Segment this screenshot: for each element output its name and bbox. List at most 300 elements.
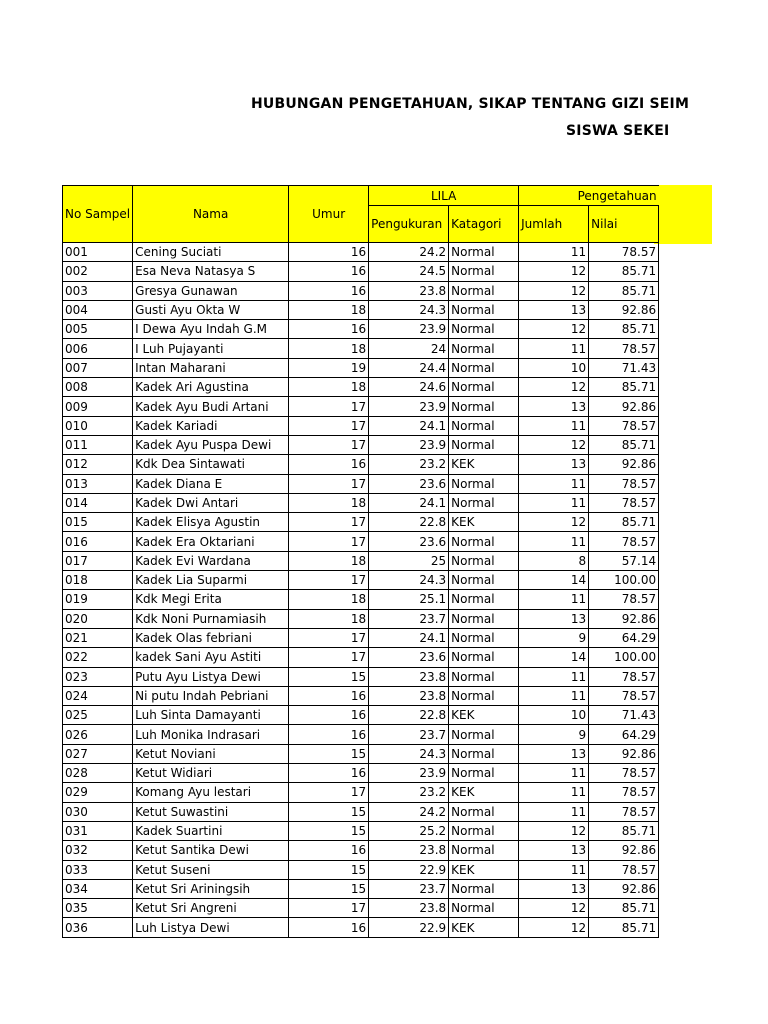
cell-jumlah[interactable]: 12 [519, 435, 589, 454]
cell-umur[interactable]: 16 [289, 918, 369, 937]
cell-nama[interactable]: I Dewa Ayu Indah G.M [133, 320, 289, 339]
cell-nilai[interactable]: 85.71 [589, 899, 659, 918]
cell-katagori[interactable]: Normal [449, 841, 519, 860]
cell-nilai[interactable]: 100.00 [589, 571, 659, 590]
cell-pengukuran[interactable]: 23.9 [369, 435, 449, 454]
cell-nilai[interactable]: 78.57 [589, 783, 659, 802]
cell-pengukuran[interactable]: 23.7 [369, 609, 449, 628]
cell-jumlah[interactable]: 12 [519, 918, 589, 937]
cell-no-sampel[interactable]: 025 [63, 706, 133, 725]
cell-pengukuran[interactable]: 23.7 [369, 879, 449, 898]
cell-no-sampel[interactable]: 015 [63, 513, 133, 532]
cell-nama[interactable]: Ni putu Indah Pebriani [133, 686, 289, 705]
cell-katagori[interactable]: Normal [449, 590, 519, 609]
cell-nilai[interactable]: 100.00 [589, 648, 659, 667]
cell-katagori[interactable]: Normal [449, 744, 519, 763]
cell-umur[interactable]: 17 [289, 397, 369, 416]
cell-nama[interactable]: Putu Ayu Listya Dewi [133, 667, 289, 686]
table-row [63, 860, 659, 879]
cell-pengukuran[interactable]: 23.8 [369, 841, 449, 860]
cell-no-sampel[interactable]: 036 [63, 918, 133, 937]
cell-no-sampel[interactable]: 014 [63, 493, 133, 512]
cell-nama[interactable]: I Luh Pujayanti [133, 339, 289, 358]
cell-nilai[interactable]: 78.57 [589, 532, 659, 551]
header-pengetahuan[interactable]: Pengetahuan [519, 186, 659, 206]
cell-nama[interactable]: Ketut Suwastini [133, 802, 289, 821]
cell-umur[interactable]: 17 [289, 783, 369, 802]
cell-nama[interactable]: Gusti Ayu Okta W [133, 300, 289, 319]
cell-pengukuran[interactable]: 23.2 [369, 783, 449, 802]
cell-no-sampel[interactable]: 028 [63, 764, 133, 783]
cell-pengukuran[interactable]: 24.5 [369, 262, 449, 281]
table-row [63, 725, 659, 744]
cell-nama[interactable]: Kadek Lia Suparmi [133, 571, 289, 590]
cell-nilai[interactable]: 78.57 [589, 474, 659, 493]
table-row [63, 435, 659, 454]
table-row [63, 899, 659, 918]
table-row [63, 416, 659, 435]
cell-nama[interactable]: Kadek Olas febriani [133, 628, 289, 647]
header-row-1 [63, 186, 659, 206]
cell-no-sampel[interactable]: 030 [63, 802, 133, 821]
cell-nilai[interactable]: 85.71 [589, 918, 659, 937]
cell-no-sampel[interactable]: 011 [63, 435, 133, 454]
cell-jumlah[interactable]: 11 [519, 764, 589, 783]
cell-umur[interactable]: 16 [289, 281, 369, 300]
cell-pengukuran[interactable]: 22.9 [369, 918, 449, 937]
cell-nilai[interactable]: 92.86 [589, 744, 659, 763]
cell-umur[interactable]: 16 [289, 455, 369, 474]
cell-umur[interactable]: 17 [289, 416, 369, 435]
cell-umur[interactable]: 15 [289, 821, 369, 840]
cell-pengukuran[interactable]: 23.2 [369, 455, 449, 474]
cell-nama[interactable]: Kadek Suartini [133, 821, 289, 840]
cell-nama[interactable]: Kadek Evi Wardana [133, 551, 289, 570]
cell-no-sampel[interactable]: 019 [63, 590, 133, 609]
cell-katagori[interactable]: Normal [449, 725, 519, 744]
cell-katagori[interactable]: Normal [449, 493, 519, 512]
cell-pengukuran[interactable]: 24.1 [369, 493, 449, 512]
cell-pengukuran[interactable]: 23.7 [369, 725, 449, 744]
cell-nama[interactable]: Kadek Era Oktariani [133, 532, 289, 551]
cell-nilai[interactable]: 71.43 [589, 358, 659, 377]
cell-jumlah[interactable]: 11 [519, 243, 589, 262]
cell-no-sampel[interactable]: 026 [63, 725, 133, 744]
cell-jumlah[interactable]: 9 [519, 725, 589, 744]
cell-no-sampel[interactable]: 024 [63, 686, 133, 705]
data-table [62, 185, 659, 938]
cell-pengukuran[interactable]: 24.2 [369, 802, 449, 821]
cell-umur[interactable]: 16 [289, 262, 369, 281]
cell-nama[interactable]: Kadek Kariadi [133, 416, 289, 435]
table-row [63, 243, 659, 262]
cell-nilai[interactable]: 92.86 [589, 455, 659, 474]
cell-nilai[interactable]: 64.29 [589, 628, 659, 647]
header-umur[interactable]: Umur [289, 186, 369, 243]
cell-nilai[interactable]: 71.43 [589, 706, 659, 725]
table-row [63, 744, 659, 763]
cell-pengukuran[interactable]: 24.1 [369, 628, 449, 647]
cell-katagori[interactable]: KEK [449, 860, 519, 879]
table-row [63, 397, 659, 416]
table-row [63, 686, 659, 705]
cell-nama[interactable]: kadek Sani Ayu Astiti [133, 648, 289, 667]
cell-pengukuran[interactable]: 22.8 [369, 513, 449, 532]
cell-nilai[interactable]: 92.86 [589, 609, 659, 628]
table-row [63, 764, 659, 783]
cell-no-sampel[interactable]: 032 [63, 841, 133, 860]
cell-katagori[interactable]: Normal [449, 802, 519, 821]
cell-nama[interactable]: Kdk Dea Sintawati [133, 455, 289, 474]
cell-nilai[interactable]: 64.29 [589, 725, 659, 744]
cell-umur[interactable]: 18 [289, 300, 369, 319]
cell-katagori[interactable]: Normal [449, 243, 519, 262]
cell-jumlah[interactable]: 11 [519, 802, 589, 821]
sheet-subtitle: SISWA SEKEI [566, 123, 670, 139]
table-row [63, 802, 659, 821]
cell-nilai[interactable]: 78.57 [589, 493, 659, 512]
header-fill-overflow [654, 185, 712, 244]
cell-nama[interactable]: Kdk Megi Erita [133, 590, 289, 609]
cell-katagori[interactable]: Normal [449, 378, 519, 397]
cell-umur[interactable]: 16 [289, 706, 369, 725]
cell-umur[interactable]: 15 [289, 802, 369, 821]
cell-katagori[interactable]: Normal [449, 281, 519, 300]
cell-umur[interactable]: 17 [289, 899, 369, 918]
cell-no-sampel[interactable]: 001 [63, 243, 133, 262]
cell-nilai[interactable]: 92.86 [589, 300, 659, 319]
cell-umur[interactable]: 16 [289, 243, 369, 262]
cell-nama[interactable]: Kadek Ayu Budi Artani [133, 397, 289, 416]
cell-nilai[interactable]: 85.71 [589, 821, 659, 840]
cell-nilai[interactable]: 78.57 [589, 667, 659, 686]
cell-nama[interactable]: Kadek Ayu Puspa Dewi [133, 435, 289, 454]
cell-katagori[interactable]: KEK [449, 513, 519, 532]
cell-jumlah[interactable]: 11 [519, 783, 589, 802]
cell-nama[interactable]: Ketut Santika Dewi [133, 841, 289, 860]
table-row [63, 821, 659, 840]
table-row [63, 300, 659, 319]
table-row [63, 532, 659, 551]
cell-jumlah[interactable]: 13 [519, 397, 589, 416]
cell-katagori[interactable]: Normal [449, 571, 519, 590]
cell-nilai[interactable]: 92.86 [589, 397, 659, 416]
cell-nilai[interactable]: 85.71 [589, 513, 659, 532]
cell-katagori[interactable]: Normal [449, 648, 519, 667]
cell-katagori[interactable]: KEK [449, 918, 519, 937]
cell-pengukuran[interactable]: 23.6 [369, 648, 449, 667]
cell-umur[interactable]: 15 [289, 667, 369, 686]
cell-pengukuran[interactable]: 23.8 [369, 667, 449, 686]
cell-nama[interactable]: Komang Ayu lestari [133, 783, 289, 802]
cell-nilai[interactable]: 78.57 [589, 802, 659, 821]
cell-pengukuran[interactable]: 24 [369, 339, 449, 358]
cell-jumlah[interactable]: 14 [519, 571, 589, 590]
cell-nilai[interactable]: 92.86 [589, 879, 659, 898]
table-row [63, 918, 659, 937]
cell-pengukuran[interactable]: 23.8 [369, 686, 449, 705]
cell-nilai[interactable]: 85.71 [589, 320, 659, 339]
cell-umur[interactable]: 15 [289, 879, 369, 898]
cell-no-sampel[interactable]: 035 [63, 899, 133, 918]
cell-umur[interactable]: 18 [289, 493, 369, 512]
table-body [63, 243, 659, 938]
cell-nama[interactable]: Kadek Diana E [133, 474, 289, 493]
cell-nilai[interactable]: 78.57 [589, 686, 659, 705]
cell-katagori[interactable]: Normal [449, 474, 519, 493]
table-row [63, 571, 659, 590]
cell-nama[interactable]: Luh Sinta Damayanti [133, 706, 289, 725]
cell-jumlah[interactable]: 11 [519, 667, 589, 686]
table-row [63, 455, 659, 474]
cell-umur[interactable]: 18 [289, 609, 369, 628]
cell-pengukuran[interactable]: 23.9 [369, 764, 449, 783]
cell-nama[interactable]: Intan Maharani [133, 358, 289, 377]
cell-umur[interactable]: 18 [289, 339, 369, 358]
cell-no-sampel[interactable]: 031 [63, 821, 133, 840]
cell-jumlah[interactable]: 12 [519, 899, 589, 918]
table-row [63, 339, 659, 358]
cell-nilai[interactable]: 78.57 [589, 764, 659, 783]
cell-nilai[interactable]: 92.86 [589, 841, 659, 860]
cell-katagori[interactable]: Normal [449, 764, 519, 783]
cell-pengukuran[interactable]: 25.1 [369, 590, 449, 609]
cell-umur[interactable]: 17 [289, 648, 369, 667]
cell-pengukuran[interactable]: 24.4 [369, 358, 449, 377]
cell-umur[interactable]: 17 [289, 628, 369, 647]
cell-katagori[interactable]: Normal [449, 397, 519, 416]
cell-no-sampel[interactable]: 005 [63, 320, 133, 339]
cell-katagori[interactable]: Normal [449, 899, 519, 918]
cell-no-sampel[interactable]: 013 [63, 474, 133, 493]
cell-pengukuran[interactable]: 24.3 [369, 300, 449, 319]
cell-pengukuran[interactable]: 23.8 [369, 899, 449, 918]
cell-katagori[interactable]: KEK [449, 455, 519, 474]
table-row [63, 513, 659, 532]
cell-umur[interactable]: 18 [289, 551, 369, 570]
cell-umur[interactable]: 16 [289, 686, 369, 705]
table-row [63, 667, 659, 686]
cell-nama[interactable]: Esa Neva Natasya S [133, 262, 289, 281]
cell-katagori[interactable]: Normal [449, 262, 519, 281]
cell-no-sampel[interactable]: 027 [63, 744, 133, 763]
cell-jumlah[interactable]: 11 [519, 532, 589, 551]
cell-katagori[interactable]: Normal [449, 821, 519, 840]
cell-katagori[interactable]: Normal [449, 320, 519, 339]
table-row [63, 590, 659, 609]
cell-nama[interactable]: Ketut Suseni [133, 860, 289, 879]
header-pengukuran[interactable]: Pengukuran [369, 206, 449, 243]
cell-jumlah[interactable]: 12 [519, 378, 589, 397]
table-row [63, 378, 659, 397]
cell-pengukuran[interactable]: 25 [369, 551, 449, 570]
cell-pengukuran[interactable]: 23.9 [369, 320, 449, 339]
cell-nama[interactable]: Gresya Gunawan [133, 281, 289, 300]
cell-nilai[interactable]: 78.57 [589, 339, 659, 358]
cell-no-sampel[interactable]: 020 [63, 609, 133, 628]
table-row [63, 320, 659, 339]
cell-no-sampel[interactable]: 018 [63, 571, 133, 590]
cell-katagori[interactable]: Normal [449, 686, 519, 705]
cell-nama[interactable]: Kdk Noni Purnamiasih [133, 609, 289, 628]
cell-jumlah[interactable]: 12 [519, 320, 589, 339]
cell-jumlah[interactable]: 11 [519, 686, 589, 705]
table-row [63, 648, 659, 667]
cell-no-sampel[interactable]: 029 [63, 783, 133, 802]
cell-no-sampel[interactable]: 017 [63, 551, 133, 570]
cell-pengukuran[interactable]: 22.9 [369, 860, 449, 879]
cell-katagori[interactable]: Normal [449, 879, 519, 898]
cell-no-sampel[interactable]: 010 [63, 416, 133, 435]
cell-katagori[interactable]: Normal [449, 667, 519, 686]
cell-pengukuran[interactable]: 24.3 [369, 744, 449, 763]
cell-nilai[interactable]: 85.71 [589, 281, 659, 300]
cell-umur[interactable]: 16 [289, 841, 369, 860]
cell-no-sampel[interactable]: 002 [63, 262, 133, 281]
cell-nama[interactable]: Luh Listya Dewi [133, 918, 289, 937]
header-nama[interactable]: Nama [133, 186, 289, 243]
cell-nama[interactable]: Kadek Elisya Agustin [133, 513, 289, 532]
cell-no-sampel[interactable]: 023 [63, 667, 133, 686]
header-katagori[interactable]: Katagori [449, 206, 519, 243]
cell-pengukuran[interactable]: 22.8 [369, 706, 449, 725]
cell-no-sampel[interactable]: 016 [63, 532, 133, 551]
cell-pengukuran[interactable]: 24.1 [369, 416, 449, 435]
cell-no-sampel[interactable]: 009 [63, 397, 133, 416]
cell-jumlah[interactable]: 13 [519, 609, 589, 628]
cell-jumlah[interactable]: 11 [519, 493, 589, 512]
cell-nama[interactable]: Ketut Widiari [133, 764, 289, 783]
cell-nama[interactable]: Kadek Dwi Antari [133, 493, 289, 512]
cell-no-sampel[interactable]: 022 [63, 648, 133, 667]
cell-nama[interactable]: Kadek Ari Agustina [133, 378, 289, 397]
cell-nama[interactable]: Ketut Sri Angreni [133, 899, 289, 918]
cell-pengukuran[interactable]: 24.6 [369, 378, 449, 397]
table-row [63, 493, 659, 512]
cell-nilai[interactable]: 78.57 [589, 590, 659, 609]
cell-no-sampel[interactable]: 012 [63, 455, 133, 474]
cell-jumlah[interactable]: 11 [519, 590, 589, 609]
cell-jumlah[interactable]: 12 [519, 262, 589, 281]
cell-katagori[interactable]: Normal [449, 551, 519, 570]
cell-pengukuran[interactable]: 24.3 [369, 571, 449, 590]
cell-no-sampel[interactable]: 006 [63, 339, 133, 358]
cell-katagori[interactable]: Normal [449, 300, 519, 319]
cell-nama[interactable]: Ketut Sri Ariningsih [133, 879, 289, 898]
table-row [63, 783, 659, 802]
cell-pengukuran[interactable]: 23.8 [369, 281, 449, 300]
cell-jumlah[interactable]: 13 [519, 879, 589, 898]
sheet-title: HUBUNGAN PENGETAHUAN, SIKAP TENTANG GIZI SEIM [251, 96, 690, 112]
cell-jumlah[interactable]: 13 [519, 841, 589, 860]
cell-umur[interactable]: 16 [289, 725, 369, 744]
cell-nilai[interactable]: 78.57 [589, 860, 659, 879]
cell-umur[interactable]: 17 [289, 571, 369, 590]
cell-jumlah[interactable]: 8 [519, 551, 589, 570]
cell-umur[interactable]: 19 [289, 358, 369, 377]
cell-nilai[interactable]: 85.71 [589, 262, 659, 281]
cell-katagori[interactable]: Normal [449, 416, 519, 435]
cell-katagori[interactable]: KEK [449, 783, 519, 802]
cell-jumlah[interactable]: 13 [519, 300, 589, 319]
cell-nilai[interactable]: 85.71 [589, 378, 659, 397]
cell-umur[interactable]: 18 [289, 378, 369, 397]
cell-nama[interactable]: Luh Monika Indrasari [133, 725, 289, 744]
cell-katagori[interactable]: Normal [449, 532, 519, 551]
cell-jumlah[interactable]: 9 [519, 628, 589, 647]
cell-katagori[interactable]: Normal [449, 628, 519, 647]
cell-jumlah[interactable]: 12 [519, 281, 589, 300]
cell-umur[interactable]: 15 [289, 744, 369, 763]
cell-jumlah[interactable]: 13 [519, 744, 589, 763]
cell-umur[interactable]: 17 [289, 513, 369, 532]
cell-katagori[interactable]: Normal [449, 435, 519, 454]
cell-pengukuran[interactable]: 25.2 [369, 821, 449, 840]
cell-pengukuran[interactable]: 23.6 [369, 532, 449, 551]
cell-no-sampel[interactable]: 008 [63, 378, 133, 397]
cell-jumlah[interactable]: 14 [519, 648, 589, 667]
cell-umur[interactable]: 16 [289, 764, 369, 783]
table-row [63, 474, 659, 493]
cell-pengukuran[interactable]: 24.2 [369, 243, 449, 262]
table-row [63, 841, 659, 860]
cell-umur[interactable]: 16 [289, 320, 369, 339]
cell-nilai[interactable]: 78.57 [589, 416, 659, 435]
cell-no-sampel[interactable]: 034 [63, 879, 133, 898]
header-no-sampel[interactable]: No Sampel [63, 186, 133, 243]
cell-umur[interactable]: 17 [289, 474, 369, 493]
cell-jumlah[interactable]: 12 [519, 821, 589, 840]
cell-katagori[interactable]: Normal [449, 339, 519, 358]
header-jumlah[interactable]: Jumlah [519, 206, 589, 243]
cell-pengukuran[interactable]: 23.6 [369, 474, 449, 493]
cell-pengukuran[interactable]: 23.9 [369, 397, 449, 416]
table-row [63, 609, 659, 628]
cell-nilai[interactable]: 57.14 [589, 551, 659, 570]
cell-no-sampel[interactable]: 003 [63, 281, 133, 300]
cell-jumlah[interactable]: 11 [519, 474, 589, 493]
header-lila[interactable]: LILA [369, 186, 519, 206]
cell-katagori[interactable]: Normal [449, 609, 519, 628]
cell-jumlah[interactable]: 13 [519, 455, 589, 474]
cell-nama[interactable]: Cening Suciati [133, 243, 289, 262]
cell-jumlah[interactable]: 10 [519, 706, 589, 725]
cell-umur[interactable]: 17 [289, 435, 369, 454]
cell-jumlah[interactable]: 11 [519, 416, 589, 435]
cell-nama[interactable]: Ketut Noviani [133, 744, 289, 763]
cell-umur[interactable]: 15 [289, 860, 369, 879]
cell-jumlah[interactable]: 12 [519, 513, 589, 532]
cell-nilai[interactable]: 85.71 [589, 435, 659, 454]
cell-no-sampel[interactable]: 033 [63, 860, 133, 879]
cell-umur[interactable]: 18 [289, 590, 369, 609]
cell-umur[interactable]: 17 [289, 532, 369, 551]
table-row [63, 628, 659, 647]
cell-jumlah[interactable]: 11 [519, 860, 589, 879]
table-row [63, 281, 659, 300]
cell-jumlah[interactable]: 11 [519, 339, 589, 358]
cell-katagori[interactable]: KEK [449, 706, 519, 725]
cell-no-sampel[interactable]: 007 [63, 358, 133, 377]
header-nilai[interactable]: Nilai [589, 206, 659, 243]
cell-jumlah[interactable]: 10 [519, 358, 589, 377]
cell-katagori[interactable]: Normal [449, 358, 519, 377]
table-row [63, 551, 659, 570]
cell-nilai[interactable]: 78.57 [589, 243, 659, 262]
table-row [63, 879, 659, 898]
cell-no-sampel[interactable]: 004 [63, 300, 133, 319]
cell-no-sampel[interactable]: 021 [63, 628, 133, 647]
